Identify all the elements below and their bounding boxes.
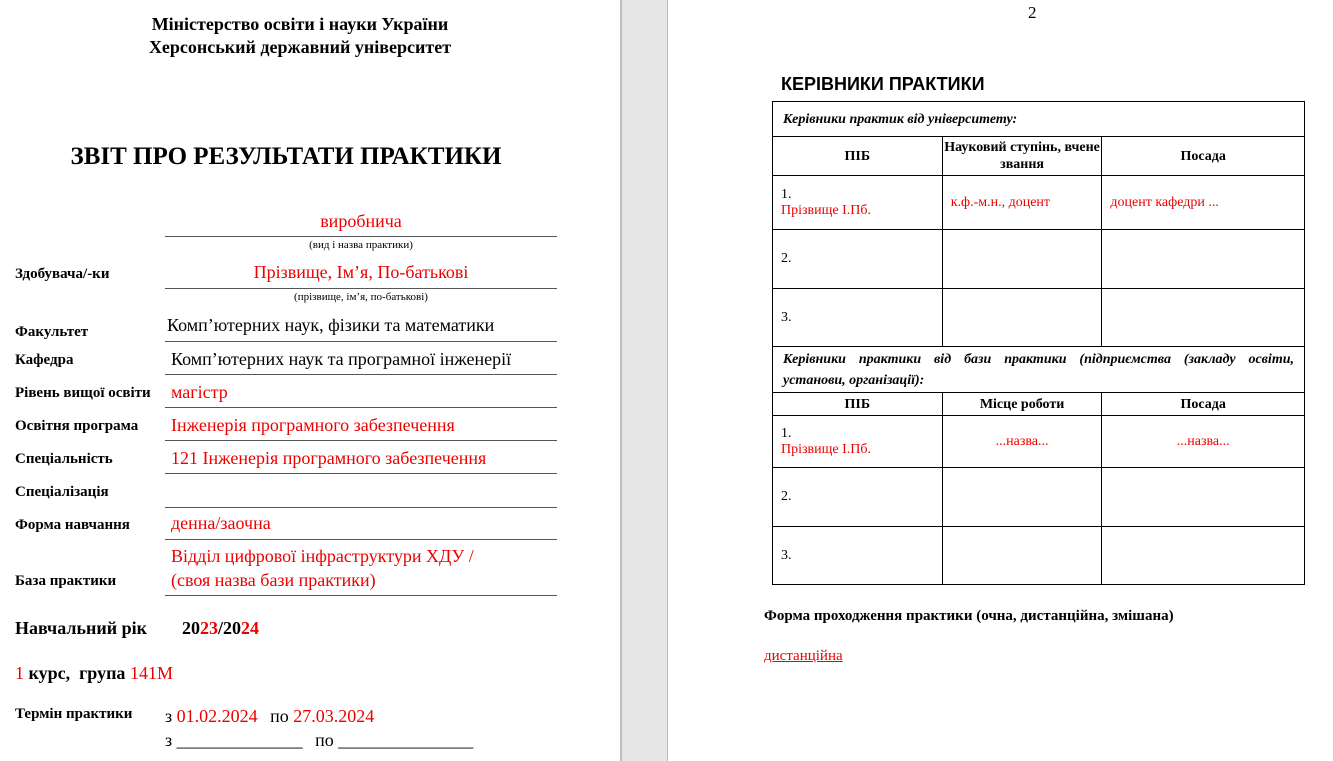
practice-form-label: Форма проходження практики (очна, дистанційна, змішана) [764,608,1174,624]
year-start-suffix: 23 [200,618,218,638]
term-to2-blank[interactable]: _______________ [338,730,474,750]
practice-type-line [165,236,557,237]
supervisors-page [668,0,1333,761]
department-value[interactable]: Комп’ютерних наук та програмної інженерії [171,349,512,369]
specialty-line [165,473,557,474]
table-row [773,230,1305,289]
group-value[interactable]: 141М [129,663,173,683]
row-number: 1. [781,186,792,202]
report-cover-page [0,0,620,761]
ministry-name: Міністерство освіти і науки України [151,14,449,34]
table-row [773,176,1305,230]
table-row [773,468,1305,527]
supervisor-name: Прізвище І.Пб. [781,441,872,457]
row-number: 3. [781,309,792,325]
base-row3-name-cell[interactable] [773,527,943,585]
base-row1-position[interactable]: ...назва... [1102,416,1305,468]
specialization-label: Спеціалізація [15,484,109,500]
term-row-2 [165,730,473,751]
univ-row1-position[interactable]: доцент кафедри ... [1102,176,1305,230]
practice-type-hint: (вид і назва практики) [309,239,413,251]
student-hint: (прізвище, ім’я, по-батькові) [294,291,428,303]
year-end-suffix: 24 [241,618,260,638]
univ-row3-name-cell[interactable] [773,289,943,347]
faculty-label: Факультет [15,324,89,340]
univ-col-position: Посада [1102,137,1305,176]
base-row1-name-cell[interactable] [773,416,943,468]
univ-row3-degree[interactable] [942,289,1102,347]
term-label: Термін практики [15,706,133,722]
term-to-date[interactable]: 27.03.2024 [293,706,375,726]
program-label: Освітня програма [15,418,139,434]
table-row [773,527,1305,585]
univ-row1-degree[interactable]: к.ф.-м.н., доцент [942,176,1102,230]
specialty-label: Спеціальність [15,451,113,467]
year-start-prefix: 20 [182,618,200,638]
academic-year-label: Навчальний рік [15,618,147,638]
table-row [773,289,1305,347]
base-col-position: Посада [1102,393,1305,416]
univ-row3-position[interactable] [1102,289,1305,347]
course-group-row [15,663,173,684]
table-row [773,416,1305,468]
univ-row2-position[interactable] [1102,230,1305,289]
practice-form-value[interactable]: дистанційна [764,648,843,664]
supervisors-table [772,101,1305,585]
univ-col-degree: Науковий ступінь, вчене звання [942,137,1102,176]
term-to-label: по [270,706,289,726]
report-title: ЗВІТ ПРО РЕЗУЛЬТАТИ ПРАКТИКИ [70,143,502,170]
univ-section-title: Керівники практик від університету: [773,102,1305,137]
row-number: 3. [781,547,792,563]
term-row-1 [165,706,374,727]
univ-col-name: ПІБ [773,137,943,176]
base-row1-workplace[interactable]: ...назва... [942,416,1102,468]
specialty-value[interactable]: 121 Інженерія програмного забезпечення [171,448,487,468]
education-level-value[interactable]: магістр [171,382,228,402]
row-number: 2. [781,489,792,504]
year-end-prefix: /20 [218,618,242,638]
academic-year-value[interactable] [182,618,259,639]
term-to2-label: по [315,730,334,750]
base-section-row [773,347,1305,393]
term-from2-label: з [165,730,173,750]
study-form-line [165,539,557,540]
program-value[interactable]: Інженерія програмного забезпечення [171,415,455,435]
practice-type-value[interactable]: виробнича [320,211,402,231]
term-from-label: з [165,706,173,726]
department-line [165,374,557,375]
univ-row1-name-cell[interactable] [773,176,943,230]
practice-base-value-line1[interactable]: Відділ цифрової інфраструктури ХДУ / [171,546,474,566]
term-from2-blank[interactable]: ______________ [176,730,303,750]
base-header-row [773,393,1305,416]
term-from-date[interactable]: 01.02.2024 [176,706,258,726]
row-number: 2. [781,251,792,266]
base-row2-name-cell[interactable] [773,468,943,527]
course-number[interactable]: 1 [15,663,24,683]
course-group-label: курс, група [24,663,130,683]
univ-row2-name-cell[interactable] [773,230,943,289]
student-name-value[interactable]: Прізвище, Ім’я, По-батькові [253,262,469,282]
supervisor-name: Прізвище І.Пб. [781,202,872,218]
student-line [165,288,557,289]
page-gutter [620,0,668,761]
page-number: 2 [1028,3,1037,22]
base-row2-workplace[interactable] [942,468,1102,527]
faculty-line [165,341,557,342]
specialization-line [165,507,557,508]
univ-header-row [773,137,1305,176]
student-label: Здобувача/-ки [15,266,110,282]
univ-row2-degree[interactable] [942,230,1102,289]
practice-base-value-line2[interactable]: (своя назва бази практики) [171,570,376,590]
supervisors-heading: КЕРІВНИКИ ПРАКТИКИ [781,74,985,94]
base-row3-position[interactable] [1102,527,1305,585]
education-level-line [165,407,557,408]
education-level-label: Рівень вищої освіти [15,385,151,401]
base-row3-workplace[interactable] [942,527,1102,585]
study-form-label: Форма навчання [15,517,130,533]
base-col-workplace: Місце роботи [942,393,1102,416]
base-row2-position[interactable] [1102,468,1305,527]
base-col-name: ПІБ [773,393,943,416]
row-number: 1. [781,425,792,441]
practice-base-label: База практики [15,573,117,589]
faculty-value[interactable]: Комп’ютерних наук, фізики та математики [167,315,495,335]
department-label: Кафедра [15,352,74,368]
study-form-value[interactable]: денна/заочна [171,513,271,533]
univ-section-row [773,102,1305,137]
program-line [165,440,557,441]
practice-base-line [165,595,557,596]
university-name: Херсонський державний університет [148,37,452,57]
base-section-title: Керівники практики від бази практики (підприємства (закладу освіти, установи, організації): [773,347,1305,393]
